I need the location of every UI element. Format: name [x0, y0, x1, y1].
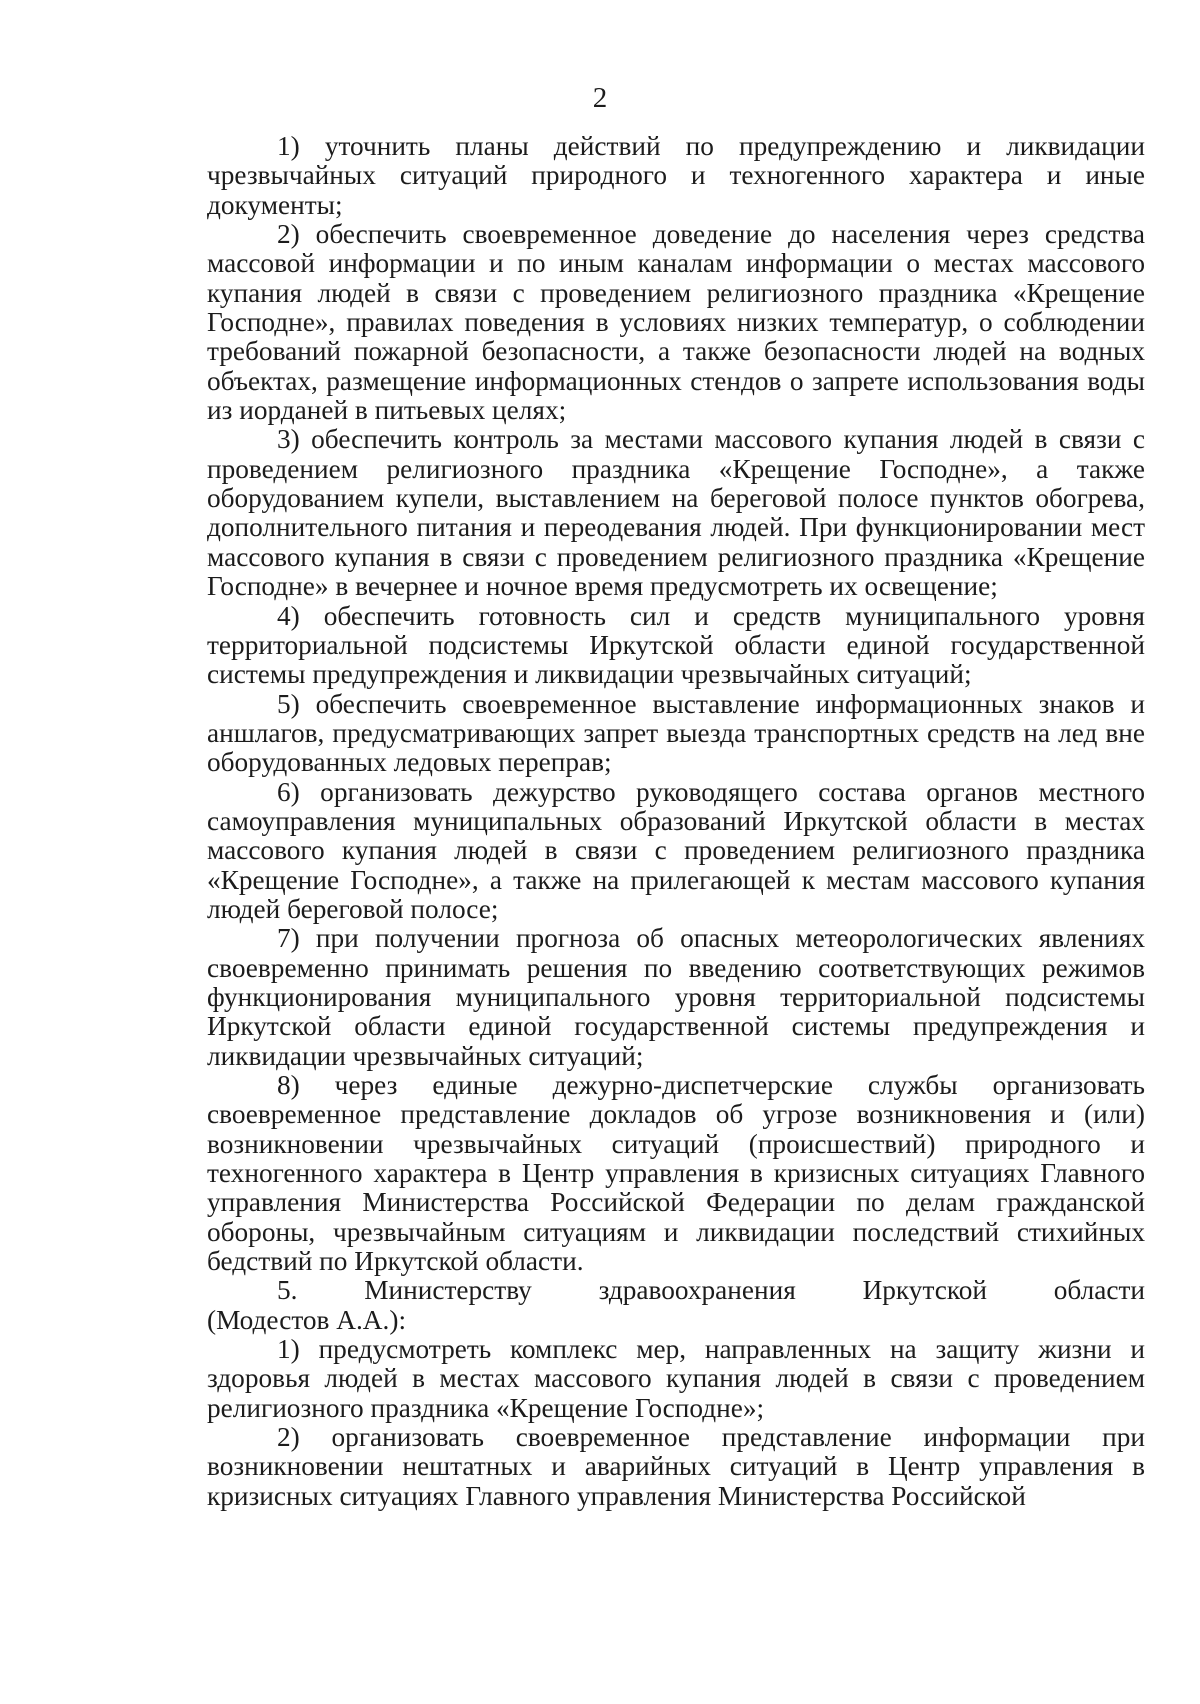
paragraph-1: 1) уточнить планы действий по предупреждению и ликвидации чрезвычайных ситуаций природного и техногенного характера и иные документы;	[207, 131, 1145, 220]
paragraph-3: 3) обеспечить контроль за местами массового купания людей в связи с проведением религиозного праздника «Крещение Господне», а также оборудованием купели, выставлением на береговой полосе пунктов обогрева, дополнительного питания и переодевания людей. При функционировании мест массового купания в связи с проведением религиозного праздника «Крещение Господне» в вечернее и ночное время предусмотреть их освещение;	[207, 424, 1145, 602]
paragraph-6: 6) организовать дежурство руководящего состава органов местного самоуправления муниципальных образований Иркутской области в местах массового купания людей в связи с проведением религиозного праздника «Крещение Господне», а также на прилегающей к местам массового купания людей береговой полосе;	[207, 776, 1145, 924]
paragraph-5: 5) обеспечить своевременное выставление информационных знаков и аншлагов, предусматривающих запрет выезда транспортных средств на лед вне оборудованных ледовых переправ;	[207, 688, 1145, 778]
section-5-word-3: Иркутской	[862, 1275, 987, 1306]
section-5-paragraph-2: 2) организовать своевременное представление информации при возникновении нештатных и аварийных ситуаций в Центр управления в кризисных ситуациях Главного управления Министерства Российской	[207, 1422, 1145, 1511]
page-number: 2	[592, 82, 608, 114]
paragraph-7: 7) при получении прогноза об опасных метеорологических явлениях своевременно принимать решения по введению соответствующих режимов функционирования муниципального уровня территориальной подсистемы Иркутской области единой государственной системы предупреждения и ликвидации чрезвычайных ситуаций;	[207, 923, 1145, 1071]
section-5-paragraph-1: 1) предусмотреть комплекс мер, направленных на защиту жизни и здоровья людей в местах массового купания людей в связи с проведением религиозного праздника «Крещение Господне»;	[207, 1334, 1145, 1423]
section-5-word-2: здравоохранения	[598, 1275, 796, 1306]
section-5-responsible: (Модестов А.А.):	[207, 1304, 407, 1335]
paragraph-2: 2) обеспечить своевременное доведение до населения через средства массовой информации и по иным каналам информации о местах массового купания людей в связи с проведением религиозного праздника «Крещение Господне», правилах поведения в условиях низких температур, о соблюдении требований пожарной безопасности, а также безопасности людей на водных объектах, размещение информационных стендов о запрете использования воды из иорданей в питьевых целях;	[207, 219, 1145, 426]
section-5-number: 5.	[277, 1275, 298, 1306]
section-5-word-4: области	[1053, 1275, 1145, 1306]
document-body	[207, 132, 1145, 1511]
paragraph-4: 4) обеспечить готовность сил и средств муниципального уровня территориальной подсистемы Иркутской области единой государственной системы предупреждения и ликвидации чрезвычайных ситуаций;	[207, 600, 1145, 690]
paragraph-8: 8) через единые дежурно-диспетчерские службы организовать своевременное представление докладов об угрозе возникновения и (или) возникновении чрезвычайных ситуаций (происшествий) природного и техногенного характера в Центр управления в кризисных ситуациях Главного управления Министерства Российской Федерации по делам гражданской обороны, чрезвычайным ситуациям и ликвидации последствий стихийных бедствий по Иркутской области.	[207, 1070, 1145, 1277]
section-5-word-1: Министерству	[364, 1275, 532, 1306]
section-5-heading	[207, 1276, 1145, 1305]
